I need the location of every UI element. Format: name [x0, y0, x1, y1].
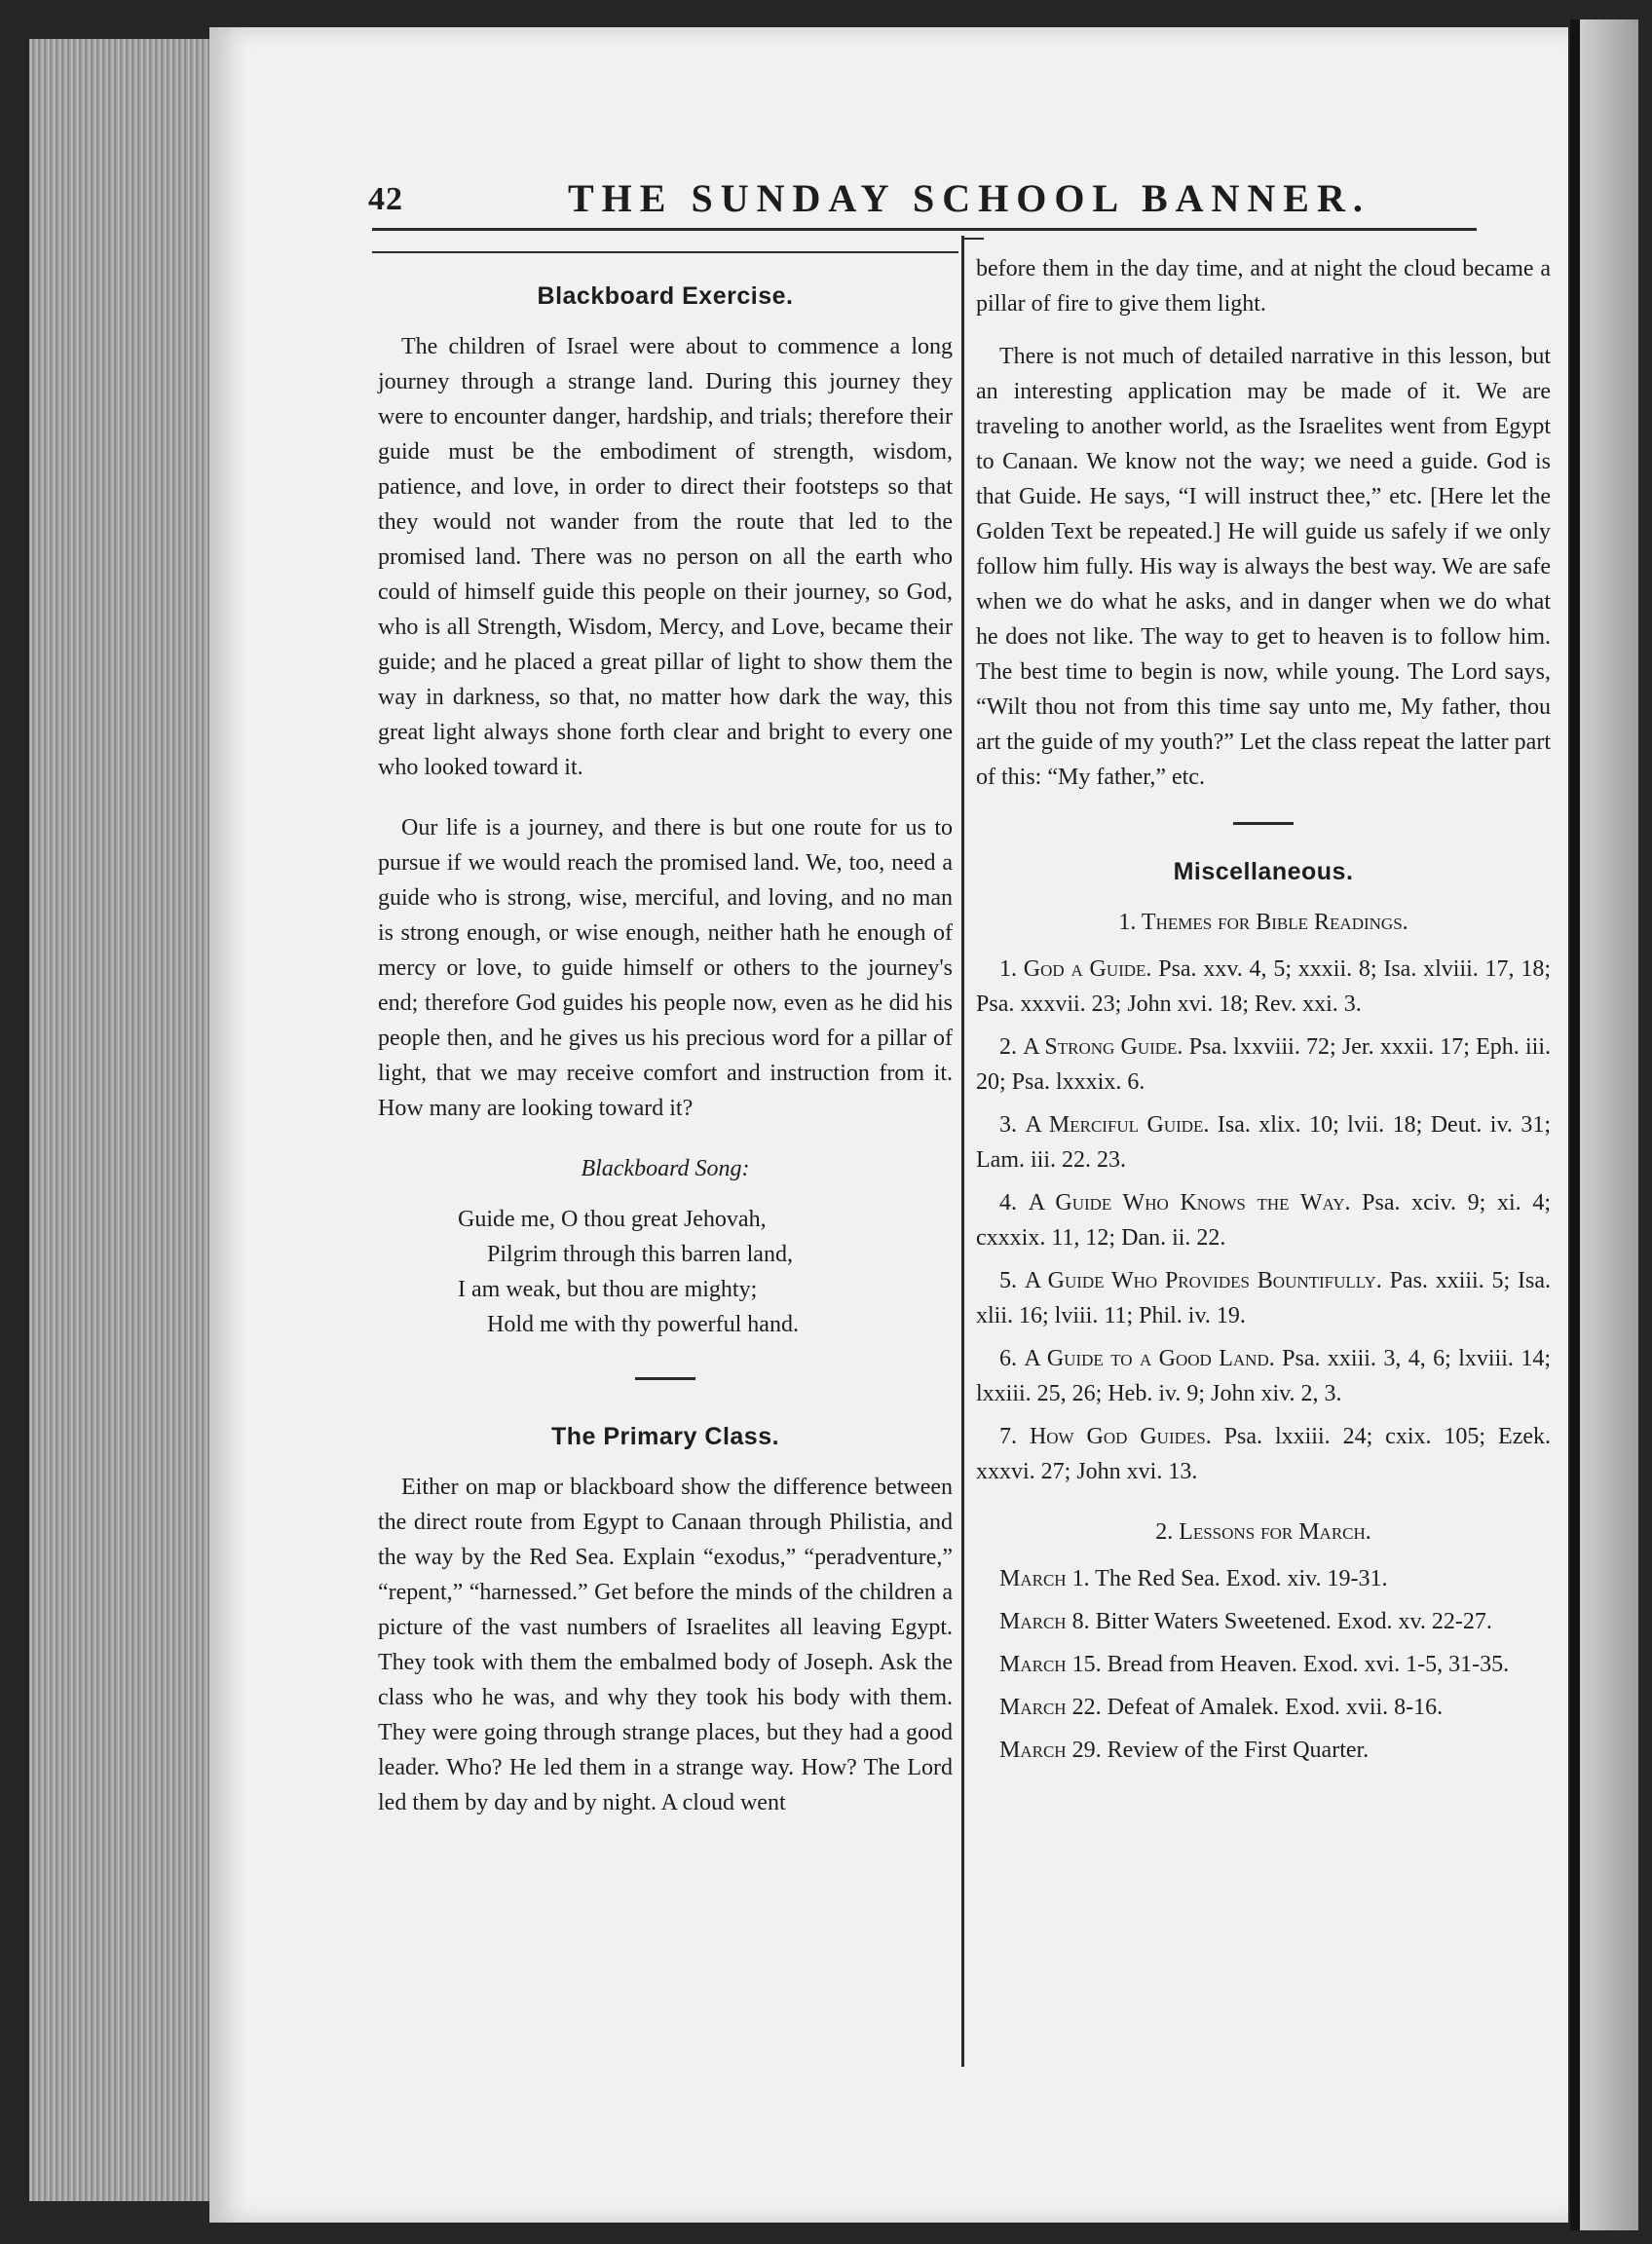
- blackboard-song: [458, 1202, 953, 1342]
- theme-number: 2.: [999, 1034, 1017, 1060]
- theme-number: 3.: [999, 1112, 1017, 1138]
- theme-item: [976, 1263, 1551, 1333]
- section-separator: [1233, 822, 1294, 825]
- lesson-date: March 29.: [999, 1738, 1102, 1763]
- running-title: THE SUNDAY SCHOOL BANNER.: [568, 176, 1370, 220]
- lesson-text: Review of the First Quarter.: [1107, 1738, 1370, 1763]
- page-header: [368, 168, 1479, 226]
- theme-item: [976, 952, 1551, 1022]
- theme-title: A Guide Who Knows the Way.: [1028, 1190, 1351, 1216]
- theme-title: A Merciful Guide.: [1025, 1112, 1210, 1138]
- lesson-date: March 22.: [999, 1695, 1102, 1720]
- song-line: Guide me, O thou great Jehovah,: [458, 1207, 767, 1232]
- lesson-text: Bread from Heaven. Exod. xvi. 1-5, 31-35.: [1107, 1652, 1510, 1677]
- column-divider: [961, 236, 964, 2067]
- book-page-edges: [29, 39, 224, 2201]
- theme-title: God a Guide.: [1023, 956, 1152, 982]
- theme-number: 1.: [999, 956, 1017, 982]
- song-line: Hold me with thy powerful hand.: [487, 1312, 799, 1337]
- theme-references: Psa. xxv. 4, 5; xxxii. 8; Isa. xlviii. 17, 18; Psa. xxxvii. 23; John xvi. 18; Rev. xxi. 3.: [976, 956, 1552, 1017]
- right-column-top-tick: [964, 238, 984, 240]
- theme-title: How God Guides.: [1029, 1424, 1212, 1449]
- facing-page-edge: [1580, 19, 1638, 2230]
- primary-class-paragraph: Either on map or blackboard show the difference between the direct route from Egypt to Canaan through Philistia, and the way by the Red Sea. Explain “exodus,” “peradventure,” “repent,” “harnessed.” Get before the minds of the children a picture of the vast numbers of Israelites all leaving Egypt. They took with them the embalmed body of Joseph. Ask the class who he was, and why they took his body with them. They were going through strange places, but they had a good leader. Who? He led them in a strange way. How? The Lord led them by day and by night. A cloud went: [378, 1475, 953, 1815]
- continued-paragraph: before them in the day time, and at night the cloud became a pillar of fire to give them light.: [976, 256, 1551, 317]
- page-number: 42: [368, 181, 403, 217]
- lesson-item: [976, 1561, 1551, 1596]
- themes-subheading: 1. Themes for Bible Readings.: [1118, 910, 1408, 935]
- theme-item: [976, 1029, 1551, 1100]
- theme-references: Psa. xciv. 9; xi. 4; cxxxix. 11, 12; Dan. ii. 22.: [976, 1190, 1552, 1251]
- theme-title: A Guide to a Good Land.: [1024, 1346, 1275, 1371]
- lesson-date: March 15.: [999, 1652, 1102, 1677]
- theme-references: Psa. xxiii. 3, 4, 6; lxviii. 14; lxxiii. 25, 26; Heb. iv. 9; John xiv. 2, 3.: [976, 1346, 1552, 1406]
- theme-references: Pas. xxiii. 5; Isa. xlii. 16; lviii. 11; Phil. iv. 19.: [976, 1268, 1551, 1328]
- song-line: I am weak, but thou are mighty;: [458, 1277, 758, 1302]
- theme-references: Isa. xlix. 10; lvii. 18; Deut. iv. 31; Lam. iii. 22. 23.: [976, 1112, 1552, 1173]
- section-separator: [635, 1377, 695, 1380]
- blackboard-paragraph-2: Our life is a journey, and there is but one route for us to pursue if we would reach the promised land. We, too, need a guide who is strong, wise, merciful, and loving, and no man is strong enough, or wise enough, neither hath he enough of mercy or love, to guide himself or others to the journey's end; therefore God guides his people now, even as he did his people then, and he gives us his precious word for a pillar of light, that we may receive comfort and instruction from it. How many are looking toward it?: [378, 815, 953, 1121]
- lesson-text: Defeat of Amalek. Exod. xvii. 8-16.: [1107, 1695, 1444, 1720]
- lesson-date: March 1.: [999, 1566, 1090, 1591]
- theme-item: [976, 1185, 1551, 1255]
- blackboard-song-title: Blackboard Song:: [581, 1156, 750, 1181]
- theme-number: 6.: [999, 1346, 1017, 1371]
- miscellaneous-heading: Miscellaneous.: [1173, 858, 1354, 885]
- blackboard-exercise-heading: Blackboard Exercise.: [537, 282, 794, 310]
- lesson-item: [976, 1690, 1551, 1725]
- lessons-subheading: 2. Lessons for March.: [1155, 1519, 1371, 1545]
- lesson-date: March 8.: [999, 1609, 1090, 1634]
- primary-class-heading: The Primary Class.: [550, 1423, 780, 1450]
- lesson-item: [976, 1733, 1551, 1768]
- lesson-text: The Red Sea. Exod. xiv. 19-31.: [1095, 1566, 1388, 1591]
- blackboard-paragraph-1: The children of Israel were about to commence a long journey through a strange land. During this journey they were to encounter danger, hardship, and trials; therefore their guide must be the embodiment of strength, wisdom, patience, and love, in order to direct their footsteps so that they would not wander from the route that led to the promised land. There was no person on all the earth who could of himself guide this people on their journey, so God, who is all Strength, Wisdom, Mercy, and Love, became their guide; and he placed a great pillar of light to show them the way in darkness, so that, no matter how dark the way, this great light always shone forth clear and bright to every one who looked toward it.: [378, 334, 953, 780]
- theme-number: 4.: [999, 1190, 1017, 1216]
- theme-references: Psa. lxxiii. 24; cxix. 105; Ezek. xxxvi. 27; John xvi. 13.: [976, 1424, 1551, 1484]
- left-column: [378, 251, 953, 1838]
- theme-title: A Guide Who Provides Bountifully.: [1024, 1268, 1382, 1293]
- theme-item: [976, 1419, 1551, 1489]
- application-paragraph: There is not much of detailed narrative in this lesson, but an interesting application may be made of it. We are traveling to another world, as the Israelites went from Egypt to Canaan. We know not the way; we need a guide. God is that Guide. He says, “I will instruct thee,” etc. [Here let the Golden Text be repeated.] He will guide us safely if we only follow him fully. His way is always the best way. We are safe when we do what he asks, and in danger when we do what he does not like. The way to get to heaven is to follow him. The best time to begin is now, while young. The Lord says, “Wilt thou not from this time say unto me, My father, thou art the guide of my youth?” Let the class repeat the latter part of this: “My father,” etc.: [976, 344, 1551, 790]
- book-gutter: [1570, 19, 1580, 2230]
- theme-references: Psa. lxxviii. 72; Jer. xxxii. 17; Eph. iii. 20; Psa. lxxxix. 6.: [976, 1034, 1552, 1095]
- theme-number: 7.: [999, 1424, 1017, 1449]
- right-column: [976, 251, 1551, 1776]
- song-line: Pilgrim through this barren land,: [487, 1242, 793, 1267]
- lesson-item: [976, 1604, 1551, 1639]
- header-rule: [372, 228, 1477, 231]
- theme-item: [976, 1341, 1551, 1411]
- lesson-text: Bitter Waters Sweetened. Exod. xv. 22-27.: [1095, 1609, 1492, 1634]
- theme-item: [976, 1107, 1551, 1178]
- theme-number: 5.: [999, 1268, 1017, 1293]
- theme-title: A Strong Guide.: [1023, 1034, 1183, 1060]
- lesson-item: [976, 1647, 1551, 1682]
